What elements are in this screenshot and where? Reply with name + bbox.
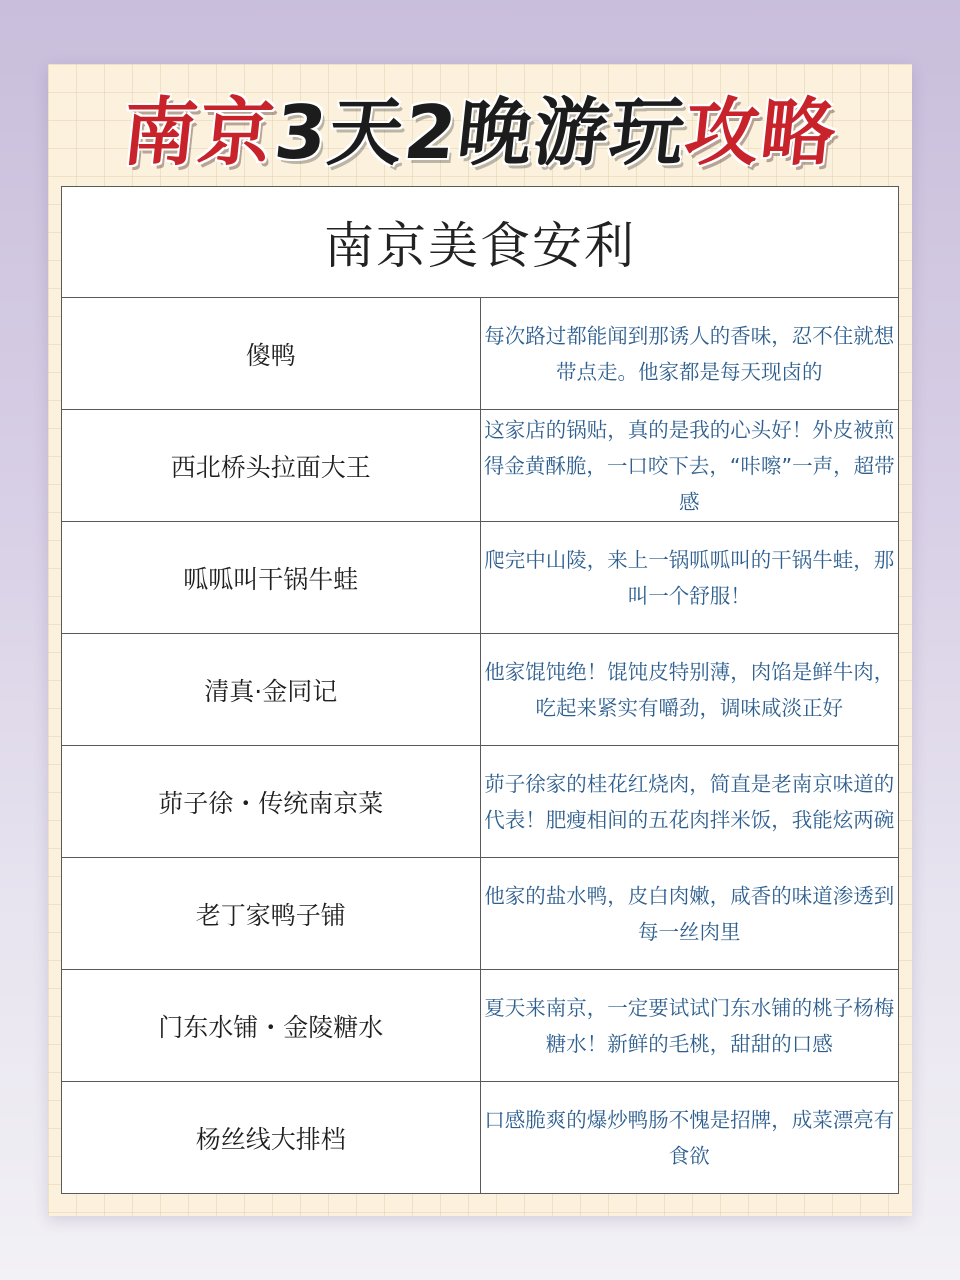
restaurant-description: 他家馄饨绝！馄饨皮特别薄，肉馅是鲜牛肉，吃起来紧实有嚼劲，调味咸淡正好 [480,634,899,746]
table-header-row [62,187,899,298]
restaurant-name: 清真·金同记 [62,634,481,746]
restaurant-description: 这家店的锅贴，真的是我的心头好！外皮被煎得金黄酥脆，一口咬下去，“咔嚓”一声，超带感 [480,410,899,522]
table-row [62,858,899,970]
table-row [62,634,899,746]
table-row [62,1082,899,1194]
headline-guide: 攻略 [680,90,843,176]
table-row [62,746,899,858]
table-title: 南京美食安利 [62,187,899,298]
restaurant-name: 门东水铺・金陵糖水 [62,970,481,1082]
poster-card [48,64,912,1216]
restaurant-name: 傻鸭 [62,298,481,410]
restaurant-description: 爬完中山陵，来上一锅呱呱叫的干锅牛蛙，那叫一个舒服！ [480,522,899,634]
restaurant-name: 老丁家鸭子铺 [62,858,481,970]
poster-headline [48,78,912,188]
restaurant-description: 每次路过都能闻到那诱人的香味，忍不住就想带点走。他家都是每天现卤的 [480,298,899,410]
restaurant-description: 他家的盐水鸭，皮白肉嫩，咸香的味道渗透到每一丝肉里 [480,858,899,970]
table-row [62,522,899,634]
restaurant-name: 西北桥头拉面大王 [62,410,481,522]
restaurant-description: 茆子徐家的桂花红烧肉，简直是老南京味道的代表！肥瘦相间的五花肉拌米饭，我能炫两碗 [480,746,899,858]
restaurant-name: 杨丝线大排档 [62,1082,481,1194]
headline-duration: 3天2晚游玩 [269,90,691,176]
restaurant-description: 夏天来南京，一定要试试门东水铺的桃子杨梅糖水！新鲜的毛桃，甜甜的口感 [480,970,899,1082]
table-row [62,410,899,522]
restaurant-name: 呱呱叫干锅牛蛙 [62,522,481,634]
restaurant-name: 茆子徐・传统南京菜 [62,746,481,858]
table-row [62,970,899,1082]
table-row [62,298,899,410]
headline-city: 南京 [117,90,280,176]
restaurant-description: 口感脆爽的爆炒鸭肠不愧是招牌，成菜漂亮有食欲 [480,1082,899,1194]
food-recommendation-table [61,186,899,1194]
